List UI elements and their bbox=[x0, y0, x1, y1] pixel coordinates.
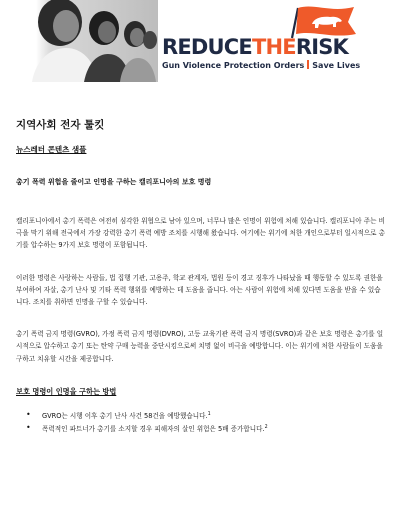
paragraph-3: 총기 폭력 금지 명령(GVRO), 가정 폭력 금지 명령(DVRO), 고등 교육기관 폭력 금지 명령(SVRO)과 같은 보호 명령은 총기를 일시적으로 압수하고 총기 또는 탄약 구매 능력을 중단시킴으로써 치명 없이 비극을 예방합니다. 이는 위기에 처한 사람들이 도움을 구하고 치유할 시간을 제공합니다. bbox=[16, 330, 384, 363]
paragraph-1: 캘리포니아에서 총기 폭력은 여전히 심각한 위협으로 남아 있으며, 너무나 많은 인명이 위험에 처해 있습니다. 캘리포니아 주는 비극을 막기 위해 전국에서 가장 강력한 총기 폭력 예방 조치를 시행해 왔습니다. 여기에는 위기에 처한 개인으로부터 일시적으로 총기를 압수하는 9가지 보호 명령이 포함됩니다. bbox=[16, 217, 385, 250]
tagline-separator bbox=[307, 60, 309, 69]
section-heading: 보호 명령이 인명을 구하는 방법 bbox=[16, 386, 117, 396]
brand-tagline bbox=[162, 60, 394, 72]
bullet-list bbox=[16, 409, 386, 435]
list-item: • 폭력적인 파트너가 총기를 소지할 경우 피해자의 살인 위험은 5배 증가합니다.$^2$ bbox=[26, 423, 268, 434]
tagline-part2: Save Lives bbox=[312, 61, 361, 70]
list-item: • GVRO는 시행 이후 총기 난사 사건 58건을 예방했습니다.$^1$ bbox=[26, 409, 211, 421]
paragraph-2: 이러한 명령은 사랑하는 사람들, 법 집행 기관, 고용주, 학교 관계자, 법원 등이 경고 징후가 나타났을 때 행동할 수 있도록 권한을 부여하여 자살, 총기 난사 및 기타 폭력 행위를 예방하는 데 도움을 줍니다. 아는 사람이 위험에 처해 있다면 도움을 받을 수 있습니다. 조치를 취하면 인명을 구할 수 있습니다. bbox=[16, 273, 383, 307]
bullet-icon: • bbox=[26, 409, 31, 419]
header-photo bbox=[18, 0, 158, 82]
page-title: 지역사회 전자 툴킷 bbox=[16, 119, 105, 131]
document-body bbox=[16, 96, 386, 435]
footnote-ref: 1 bbox=[207, 411, 211, 417]
footnote-ref: 2 bbox=[264, 425, 268, 431]
brand-logo: REDUCETHERISK bbox=[162, 35, 349, 59]
header-banner bbox=[0, 0, 400, 86]
page-subtitle: 뉴스레터 콘텐츠 샘플 bbox=[16, 145, 87, 154]
tagline-part1: Gun Violence Protection Orders bbox=[162, 61, 305, 70]
article-headline: 총기 폭력 위험을 줄이고 인명을 구하는 캘리포니아의 보호 명령 bbox=[16, 178, 212, 186]
bullet-icon: • bbox=[26, 423, 31, 433]
